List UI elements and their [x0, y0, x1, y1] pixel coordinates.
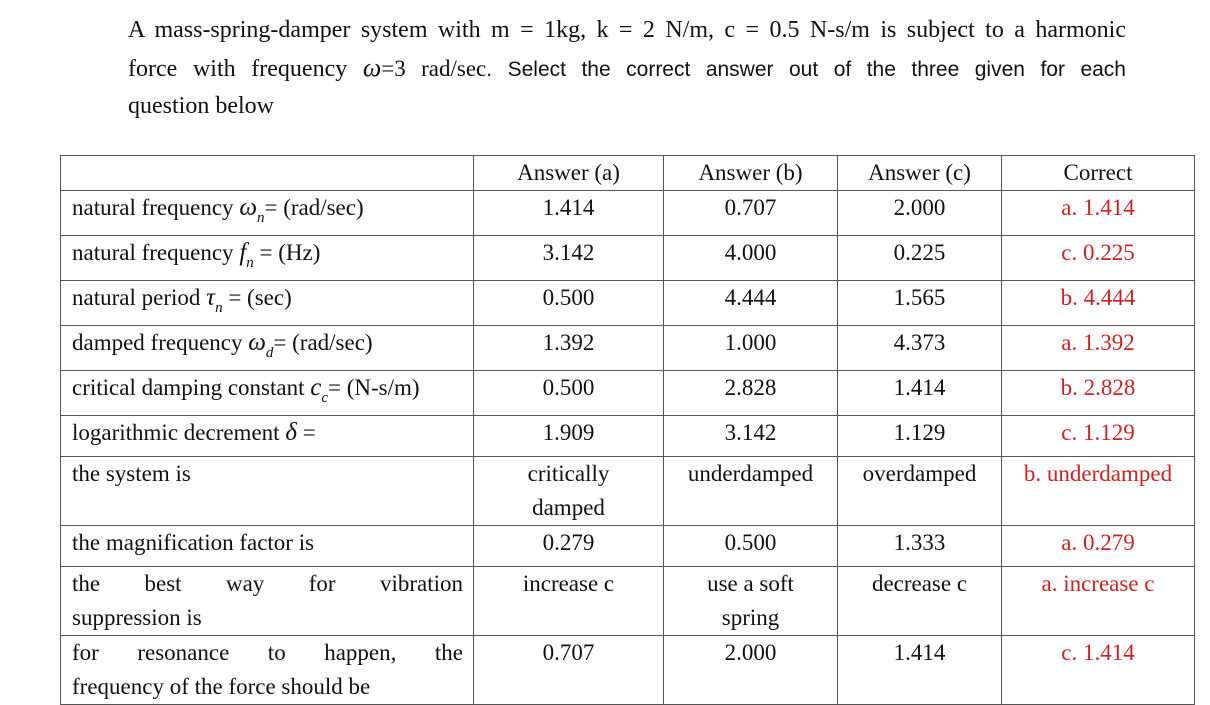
row-label	[61, 281, 474, 326]
label-line-2: suppression is	[72, 605, 202, 630]
answer-a-line-1: critically	[527, 461, 610, 486]
answer-b: 2.000	[664, 636, 838, 705]
answer-c: 1.333	[838, 526, 1002, 567]
correct-answer: b. 4.444	[1002, 281, 1195, 326]
header-answer-a: Answer (a)	[474, 156, 664, 191]
answer-table	[60, 155, 1195, 705]
subscript: n	[246, 255, 254, 271]
table-row	[61, 326, 1195, 371]
answer-b: 4.444	[664, 281, 838, 326]
frequency-value: =3 rad/sec	[381, 56, 487, 81]
answer-b: 3.142	[664, 416, 838, 457]
statement-line-3: question below	[128, 93, 274, 119]
subscript: n	[215, 300, 223, 316]
subscript: c	[321, 390, 329, 406]
answer-a: increase c	[474, 567, 664, 636]
answer-b: 4.000	[664, 236, 838, 281]
answer-b: 0.500	[664, 526, 838, 567]
answer-c: 1.414	[838, 636, 1002, 705]
subscript: n	[256, 210, 265, 226]
label-line-2: frequency of the force should be	[72, 674, 371, 699]
answer-a: 3.142	[474, 236, 664, 281]
row-label: the system is	[61, 457, 474, 526]
answer-a: 1.414	[474, 191, 664, 236]
answer-c: 1.129	[838, 416, 1002, 457]
table-row	[61, 281, 1195, 326]
row-label	[61, 636, 474, 705]
statement-line-2-start: force with frequency	[128, 56, 363, 82]
table-row	[61, 457, 1195, 526]
correct-answer: b. underdamped	[1002, 457, 1195, 526]
row-label	[61, 567, 474, 636]
answer-b: 2.828	[664, 371, 838, 416]
answer-c: 1.414	[838, 371, 1002, 416]
table-row	[61, 191, 1195, 236]
label-tail: = (sec)	[222, 285, 292, 310]
header-answer-b: Answer (b)	[664, 156, 838, 191]
answer-a: 0.279	[474, 526, 664, 567]
table-row	[61, 567, 1195, 636]
symbol: ω	[248, 329, 266, 356]
answer-a-line-2: damped	[532, 495, 605, 520]
header-correct: Correct	[1002, 156, 1195, 191]
answer-b: 1.000	[664, 326, 838, 371]
answer-a: 0.500	[474, 371, 664, 416]
answer-b: underdamped	[664, 457, 838, 526]
label-text: natural period	[72, 285, 207, 310]
answer-b-line-1: use a soft	[707, 571, 794, 596]
row-label	[61, 191, 474, 236]
statement-line-2	[128, 49, 1126, 88]
statement-line-2-end: . Select the correct answer out of the three given for each	[486, 58, 1126, 81]
correct-answer: a. 1.392	[1002, 326, 1195, 371]
row-label: the magnification factor is	[61, 526, 474, 567]
correct-answer: a. 1.414	[1002, 191, 1195, 236]
label-line-1: for resonance to happen, the	[72, 640, 463, 665]
answer-b-line-2: spring	[721, 605, 780, 630]
answer-b	[664, 567, 838, 636]
answer-c: 4.373	[838, 326, 1002, 371]
subscript: d	[265, 345, 274, 361]
label-tail: = (Hz)	[253, 240, 321, 265]
header-answer-c: Answer (c)	[838, 156, 1002, 191]
label-tail: = (rad/sec)	[273, 330, 373, 355]
symbol: c	[310, 374, 322, 401]
answer-c: overdamped	[838, 457, 1002, 526]
row-label	[61, 416, 474, 457]
statement-line-1: A mass-spring-damper system with m = 1kg, k = 2 N/m, c = 0.5 N-s/m is subject to a harmonic	[128, 17, 1126, 43]
label-tail: = (rad/sec)	[264, 195, 364, 220]
symbol: ω	[239, 194, 257, 221]
correct-answer: a. 0.279	[1002, 526, 1195, 567]
answer-a: 1.392	[474, 326, 664, 371]
row-label	[61, 326, 474, 371]
symbol: f	[239, 239, 247, 266]
correct-answer: b. 2.828	[1002, 371, 1195, 416]
label-text: critical damping constant	[72, 375, 311, 400]
omega-symbol: ω	[362, 53, 382, 82]
table-row	[61, 416, 1195, 457]
correct-answer: a. increase c	[1002, 567, 1195, 636]
answer-c: 1.565	[838, 281, 1002, 326]
symbol: δ	[285, 419, 297, 446]
label-text: natural frequency	[72, 240, 240, 265]
label-tail: = (N-s/m)	[328, 375, 420, 400]
label-text: logarithmic decrement	[72, 420, 286, 445]
answer-c: 0.225	[838, 236, 1002, 281]
problem-statement	[128, 12, 1126, 125]
label-tail: =	[296, 420, 316, 445]
row-label	[61, 371, 474, 416]
symbol: τ	[206, 284, 216, 311]
correct-answer: c. 1.129	[1002, 416, 1195, 457]
answer-c: decrease c	[838, 567, 1002, 636]
answer-a: 0.707	[474, 636, 664, 705]
answer-a: 1.909	[474, 416, 664, 457]
header-row	[61, 156, 1195, 191]
table-row	[61, 526, 1195, 567]
label-text: damped frequency	[72, 330, 249, 355]
correct-answer: c. 1.414	[1002, 636, 1195, 705]
label-text: natural frequency	[72, 195, 240, 220]
answer-b: 0.707	[664, 191, 838, 236]
answer-c: 2.000	[838, 191, 1002, 236]
label-line-1: the best way for vibration	[72, 571, 463, 596]
table-row	[61, 371, 1195, 416]
table-row	[61, 236, 1195, 281]
answer-a: 0.500	[474, 281, 664, 326]
answer-a	[474, 457, 664, 526]
correct-answer: c. 0.225	[1002, 236, 1195, 281]
row-label	[61, 236, 474, 281]
answer-table-container	[60, 155, 1195, 705]
header-blank	[61, 156, 474, 191]
table-row	[61, 636, 1195, 705]
